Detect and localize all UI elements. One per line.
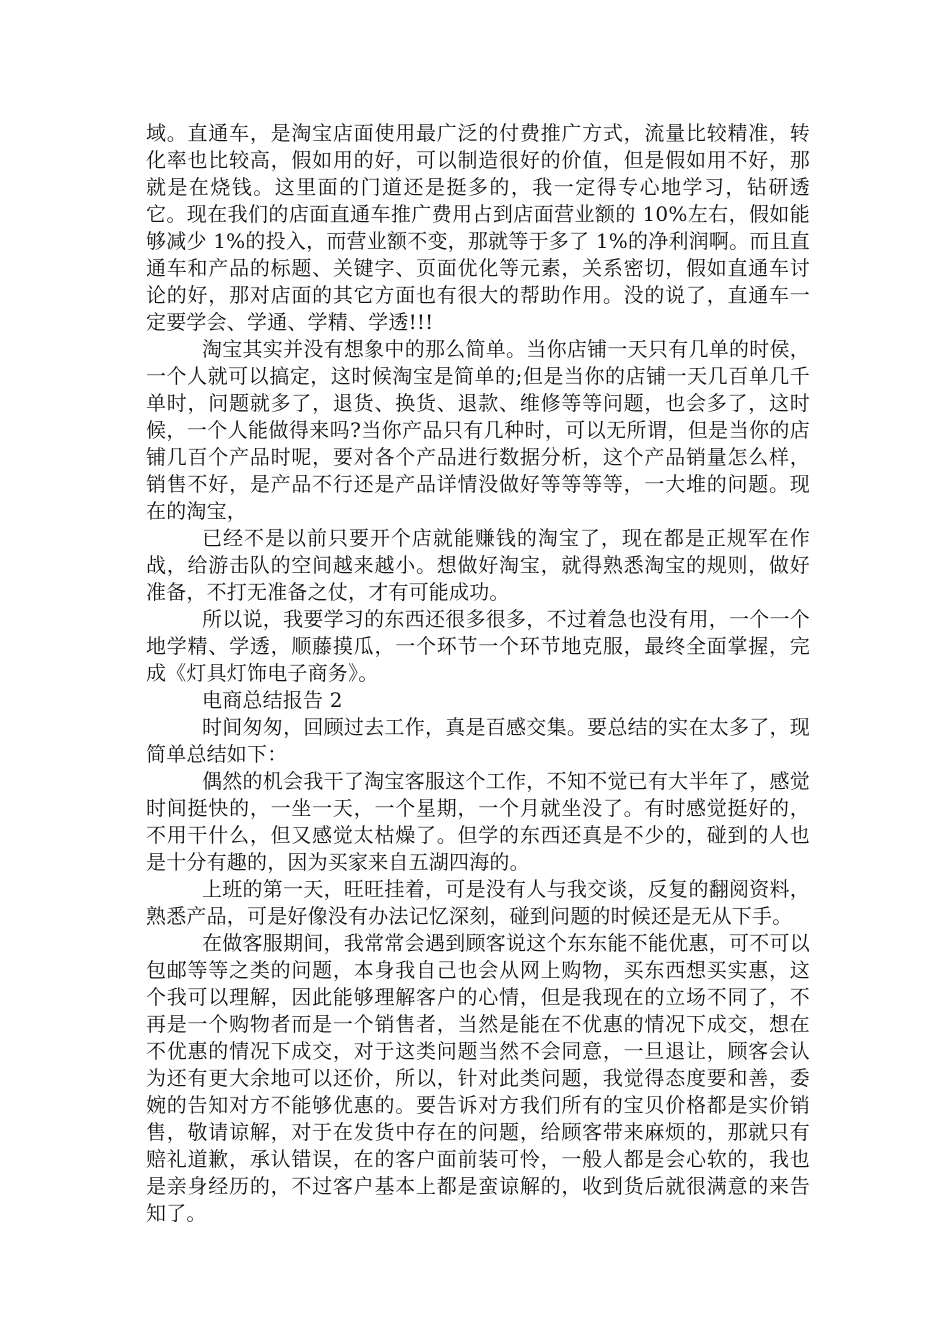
paragraph-keep-learning: 所以说，我要学习的东西还很多很多，不过着急也没有用，一个一个地学精、学透，顺藤摸瓜，一个环节一个环节地克服，最终全面掌握，完成《灯具灯饰电子商务》。 [146, 607, 810, 685]
section-heading-report-2: 电商总结报告 2 [202, 688, 343, 712]
paragraph-customer-service-job: 偶然的机会我干了淘宝客服这个工作，不知不觉已有大半年了，感觉时间挺快的，一坐一天，一个星期，一个月就坐没了。有时感觉挺好的，不用干什么，但又感觉太枯燥了。但学的东西还真是不少的，碰到的人也是十分有趣的，因为买家来自五湖四海的。 [146, 769, 810, 874]
paragraph-discount-requests: 在做客服期间，我常常会遇到顾客说这个东东能不能优惠，可不可以包邮等等之类的问题，本身我自己也会从网上购物，买东西想买实惠，这个我可以理解，因此能够理解客户的心情，但是我现在的立场不同了，不再是一个购物者而是一个销售者，当然是能在不优惠的情况下成交，想在不优惠的情况下成交，对于这类问题当然不会同意，一旦退让，顾客会认为还有更大余地可以还价，所以，针对此类问题，我觉得态度要和善，委婉的告知对方不能够优惠的。要告诉对方我们所有的宝贝价格都是实价销售，敬请谅解，对于在发货中存在的问题，给顾客带来麻烦的，那就只有赔礼道歉，承认错误，在的客户面前装可怜，一般人都是会心软的，我也是亲身经历的，不过客户基本上都是蛮谅解的，收到货后就很满意的来告知了。 [146, 931, 810, 1225]
paragraph-regular-army: 已经不是以前只要开个店就能赚钱的淘宝了，现在都是正规军在作战，给游击队的空间越来越小。想做好淘宝，就得熟悉淘宝的规则，做好准备，不打无准备之仗，才有可能成功。 [146, 526, 810, 604]
paragraph-taobao-not-simple: 淘宝其实并没有想象中的那么简单。当你店铺一天只有几单的时侯，一个人就可以搞定，这时候淘宝是简单的;但是当你的店铺一天几百单几千单时，问题就多了，退货、换货、退款、维修等等问题，也会多了，这时候，一个人能做得来吗?当你产品只有几种时，可以无所谓，但是当你的店铺几百个产品时呢，要对各个产品进行数据分析，这个产品销量怎么样，销售不好，是产品不行还是产品详情没做好等等等等，一大堆的问题。现在的淘宝， [146, 337, 810, 523]
paragraph-first-day: 上班的第一天，旺旺挂着，可是没有人与我交谈，反复的翻阅资料，熟悉产品，可是好像没有办法记忆深刻，碰到问题的时候还是无从下手。 [146, 877, 810, 928]
paragraph-zhitongche: 域。直通车，是淘宝店面使用最广泛的付费推广方式，流量比较精准，转化率也比较高，假如用的好，可以制造很好的价值，但是假如用不好，那就是在烧钱。这里面的门道还是挺多的，我一定得专心地学习，钻研透它。现在我们的店面直通车推广费用占到店面营业额的 10%左右，假如能够减少 1%的投入，而营业额不变，那就等于多了 1%的净利润啊。而且直通车和产品的标题、关键字、页面优化等元素，关系密切，假如直通车讨论的好，那对店面的其它方面也有很大的帮助作用。没的说了，直通车一定要学会、学通、学精、学透!!! [146, 121, 810, 334]
paragraph-time-flies: 时间匆匆，回顾过去工作，真是百感交集。要总结的实在太多了，现简单总结如下： [146, 715, 810, 766]
document-page [146, 120, 810, 1227]
